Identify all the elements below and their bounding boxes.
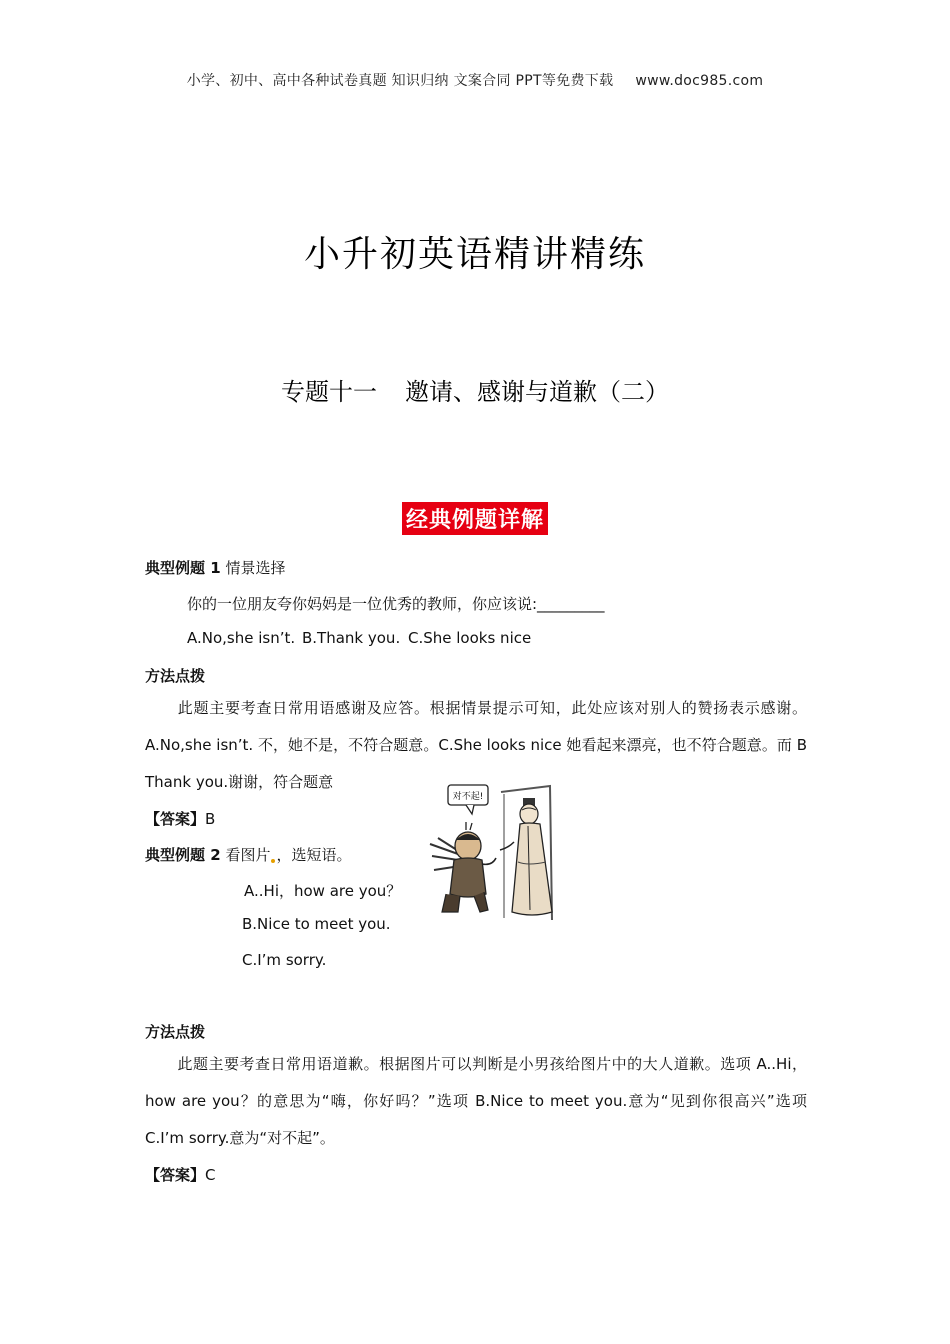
example1-option-a: A.No,she isn’t. bbox=[187, 629, 296, 647]
page-header bbox=[0, 70, 950, 90]
example2-option-b: B.Nice to meet you. bbox=[242, 915, 391, 933]
example2-method-label: 方法点拨 bbox=[145, 1023, 206, 1041]
example1-type: 情景选择 bbox=[225, 559, 286, 577]
header-text: 小学、初中、高中各种试卷真题 知识归纳 文案合同 PPT等免费下载 bbox=[186, 73, 614, 89]
boy-figure bbox=[430, 822, 496, 912]
topic-number: 专题十一 bbox=[281, 378, 377, 406]
speech-bubble bbox=[448, 785, 488, 814]
section-banner-wrap bbox=[0, 502, 950, 535]
speech-bubble-text: 对不起! bbox=[452, 792, 484, 802]
adult-figure bbox=[500, 798, 552, 915]
example2-method-text bbox=[145, 1046, 807, 1157]
example2-method-body: 此题主要考查日常用语道歉。根据图片可以判断是小男孩给图片中的大人道歉。选项 A..Hi，how are you？的意思为“嗨，你好吗？”选项 B.Nice to meet you.意为“见到你很高兴”选项 C.I’m sorry.意为“对不起”。 bbox=[145, 1055, 807, 1147]
section-banner: 经典例题详解 bbox=[402, 502, 548, 535]
topic-name: 邀请、感谢与道歉（二） bbox=[405, 378, 669, 406]
header-site-link[interactable]: www.doc985.com bbox=[635, 73, 764, 89]
example1-method-body: 此题主要考查日常用语感谢及应答。根据情景提示可知，此处应该对别人的赞扬表示感谢。A.No,she isn’t. 不，她不是，不符合题意。C.She looks nice 她看起来漂亮，也不符合题意。而 B Thank you.谢谢，符合题意 bbox=[145, 699, 807, 791]
example1-label: 典型例题 1 bbox=[145, 559, 221, 577]
example1-option-c: C.She looks nice bbox=[408, 629, 532, 647]
example1-answer-value: B bbox=[205, 810, 216, 828]
topic-title bbox=[0, 372, 950, 407]
example1-option-b: B.Thank you. bbox=[302, 629, 401, 647]
example1-answer bbox=[145, 808, 215, 829]
example1-heading bbox=[145, 557, 285, 578]
example2-answer-value: C bbox=[205, 1166, 216, 1184]
example2-type-b: ，选短语。 bbox=[276, 846, 352, 864]
example2-answer bbox=[145, 1164, 216, 1185]
marker-dot bbox=[271, 859, 275, 863]
page-title: 小升初英语精讲精练 bbox=[303, 234, 646, 275]
example2-option-a: A..Hi，how are you？ bbox=[244, 882, 402, 900]
apology-cartoon-image bbox=[428, 782, 568, 924]
example2-type-a: 看图片 bbox=[225, 846, 271, 864]
example2-answer-label: 【答案】 bbox=[145, 1166, 206, 1184]
example1-method-label: 方法点拨 bbox=[145, 667, 206, 685]
example1-answer-label: 【答案】 bbox=[145, 810, 206, 828]
example2-heading bbox=[145, 844, 351, 865]
example2-label: 典型例题 2 bbox=[145, 846, 221, 864]
example2-option-c: C.I’m sorry. bbox=[242, 951, 327, 969]
example1-question: 你的一位朋友夸你妈妈是一位优秀的教师，你应该说:_________ bbox=[187, 595, 605, 613]
